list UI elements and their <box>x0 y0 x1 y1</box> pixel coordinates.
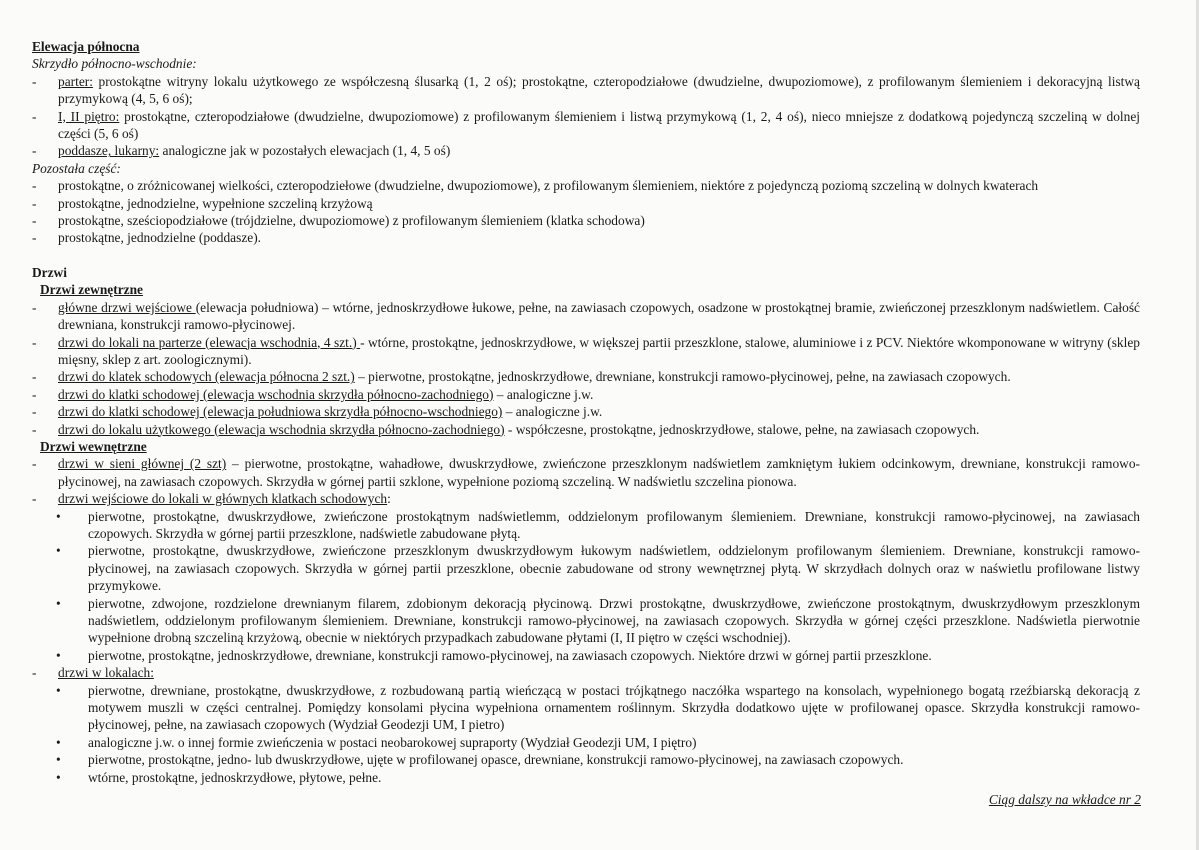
bullet-item <box>32 542 1140 594</box>
bullet-item <box>32 595 1140 647</box>
list-dash: - <box>32 665 37 681</box>
item-text: : <box>387 491 391 507</box>
list-item <box>32 229 1140 246</box>
item-text: prostokątne, o zróżnicowanej wielkości, czteropodziełowe (dwudzielne, dwupoziomowe), z profilowanym ślemieniem, niektóre z pojedynczą poziomą szczeliną w dolnych kwaterach <box>58 178 1039 194</box>
bullet-icon: • <box>56 508 61 524</box>
list-item <box>32 108 1140 143</box>
item-text: – pierwotne, prostokątne, jednoskrzydłowe, drewniane, konstrukcji ramowo-płycinowej, pełne, na zawiasach czopowych. <box>354 369 1011 385</box>
subsection-interior-doors: Drzwi wewnętrzne <box>40 438 147 454</box>
list-item <box>32 212 1140 229</box>
list-dash: - <box>32 108 37 124</box>
item-label: poddasze, lukarny: <box>58 143 160 159</box>
bullet-item <box>32 647 1140 664</box>
item-label: główne drzwi wejściowe <box>58 299 196 315</box>
section-title-doors: Drzwi <box>32 264 67 280</box>
list-item <box>32 142 1140 159</box>
item-text: prostokątne, jednodzielne (poddasze). <box>58 230 262 246</box>
subsection-exterior-doors: Drzwi zewnętrzne <box>40 282 143 298</box>
list-dash: - <box>32 73 37 89</box>
item-text: prostokątne, czteropodziałowe (dwudzielne, dwupoziomowe) z profilowanym ślemieniem i listwą przymykową (1, 2, 4 oś), nieco mniejsze z dodatkową pojedynczą szczeliną w dolnej części (5, 6 oś) <box>58 108 1140 142</box>
bullet-icon: • <box>56 734 61 750</box>
item-label: drzwi do lokalu użytkowego (elewacja wschodnia skrzydła północno-zachodniego) <box>58 421 505 437</box>
bullet-text: pierwotne, drewniane, prostokątne, dwuskrzydłowe, z rozbudowaną partią wieńczącą w postaci trójkątnego naczółka wspartego na konsolach, wypełnionego bogatą rzeźbiarską dekoracją z motywem muszli w części centralnej. Pomiędzy konsolami płycina wypełniona ornamentem roślinnym. Skrzydła dodatkowo ujęte w profilowanej opasce. Skrzydła konstrukcji ramowo-płycinowej, pełne, na zawiasach czopowych (Wydział Geodezji UM, I pietro) <box>88 682 1140 733</box>
bullet-item <box>32 751 1140 768</box>
list-item <box>32 177 1140 194</box>
item-label: drzwi w lokalach: <box>58 665 154 681</box>
list-dash: - <box>32 213 37 229</box>
section-title-north: Elewacja północna <box>32 39 140 54</box>
continuation-note: Ciąg dalszy na wkładce nr 2 <box>988 792 1141 807</box>
bullet-text: pierwotne, prostokątne, jedno- lub dwuskrzydłowe, ujęte w profilowanej opasce, drewniane, konstrukcji ramowo-płycinowej, na zawiasach czopowych. <box>88 752 904 768</box>
list-dash: - <box>32 404 37 420</box>
bullet-item <box>32 769 1140 786</box>
list-item <box>32 403 1140 420</box>
bullet-icon: • <box>56 543 61 559</box>
list-dash: - <box>32 421 37 437</box>
bullet-icon: • <box>56 682 61 698</box>
list-item <box>32 299 1140 334</box>
item-text: - współczesne, prostokątne, jednoskrzydłowe, stalowe, pełne, na zawiasach czopowych. <box>504 421 980 437</box>
list-dash: - <box>32 386 37 402</box>
item-label: parter: <box>58 73 93 89</box>
document-page <box>32 38 1140 786</box>
bullet-text: pierwotne, prostokątne, jednoskrzydłowe, drewniane, konstrukcji ramowo-płycinowej, na zawiasach czopowych. Niektóre drzwi w górnej partii przeszklone. <box>88 647 932 663</box>
bullet-icon: • <box>56 647 61 663</box>
list-dash: - <box>32 230 37 246</box>
list-item <box>32 421 1140 438</box>
item-label: drzwi do klatki schodowej (elewacja południowa skrzydła północno-wschodniego) <box>58 404 503 420</box>
item-label: drzwi do klatek schodowych (elewacja północna 2 szt.) <box>58 369 355 385</box>
item-text: - wtórne, prostokątne, jednoskrzydłowe, w większej partii przeszklone, stalowe, aluminiowe i z PCV. Niektóre wkomponowane w witryny (sklep mięsny, sklep z art. zoologicznymi). <box>58 334 1140 367</box>
item-text: prostokątne witryny lokalu użytkowego ze współczesną ślusarką (1, 2 oś); prostokątne, czteropodziałowe (dwudzielne, dwupoziomowe), z profilowanym ślemieniem i dekoracyjną listwą przymykową (4, 5, 6 oś); <box>58 73 1140 107</box>
list-item <box>32 195 1140 212</box>
bullet-icon: • <box>56 595 61 611</box>
list-dash: - <box>32 456 37 472</box>
item-label: drzwi do lokali na parterze (elewacja wschodnia, 4 szt.) <box>58 334 361 350</box>
bullet-item <box>32 734 1140 751</box>
list-dash: - <box>32 334 37 350</box>
list-item <box>32 334 1140 369</box>
list-dash: - <box>32 195 37 211</box>
item-label: drzwi wejściowe do lokali w głównych klatkach schodowych <box>58 491 388 507</box>
bullet-text: pierwotne, prostokątne, dwuskrzydłowe, zwieńczone przeszklonym dwuskrzydłowym łukowym nadświetlem, oddzielonym profilowanym ślemieniem. Drewniane, konstrukcji ramowo-płycinowej, na zawiasach czopowych. Skrzydła w górnej partii przeszklone, obecnie zabudowane od strony wewnętrznej płytą. W skrzydłach dolnych oraz w naświetlu profilowane listwy przymykowe. <box>88 543 1140 594</box>
list-item <box>32 73 1140 108</box>
list-item <box>32 368 1140 385</box>
bullet-text: wtórne, prostokątne, jednoskrzydłowe, płytowe, pełne. <box>88 769 382 785</box>
list-item <box>32 455 1140 490</box>
item-text: (elewacja południowa) – wtórne, jednoskrzydłowe łukowe, pełne, na zawiasach czopowych, osadzone w prostokątnej bramie, zwieńczonej przeszklonym nadświetlem. Całość drewniana, konstrukcji ramowo-płycinowej. <box>58 299 1140 333</box>
list-dash: - <box>32 178 37 194</box>
item-label: I, II piętro: <box>58 108 120 124</box>
bullet-item <box>32 508 1140 543</box>
bullet-text: pierwotne, zdwojone, rozdzielone drewnianym filarem, zdobionym dekoracją płycinową. Drzwi prostokątne, dwuskrzydłowe, zwieńczone prostokątnym, dwuskrzydłowym przeszklonym nadświetlem, oddzielonym profilowanym ślemieniem. Drewniane, konstrukcji ramowo-płycinowej, na zawiasach czopowych. Skrzydła w górnej części przeszklone. Nadświetla pierwotnie wypełnione drobną szczeliną krzyżową, obecnie w niektórych przypadkach zabudowane płytami (I, II piętro w części wschodniej). <box>88 595 1140 646</box>
item-label: drzwi w sieni głównej (2 szt) <box>58 456 227 472</box>
item-text: analogiczne jak w pozostałych elewacjach (1, 4, 5 oś) <box>159 143 451 159</box>
item-text: prostokątne, sześciopodziałowe (trójdzielne, dwupoziomowe) z profilowanym ślemieniem (klatka schodowa) <box>58 213 645 229</box>
list-item <box>32 386 1140 403</box>
item-text: – analogiczne j.w. <box>502 404 603 420</box>
bullet-item <box>32 682 1140 734</box>
subsection-ne-wing: Skrzydło północno-wschodnie: <box>32 56 197 72</box>
item-text: prostokątne, jednodzielne, wypełnione szczeliną krzyżową <box>58 195 373 211</box>
list-dash: - <box>32 299 37 315</box>
item-text: – pierwotne, prostokątne, wahadłowe, dwuskrzydłowe, zwieńczone przeszklonym nadświetlem zamkniętym łukiem odcinkowym, drewniane, konstrukcji ramowo-płycinowej, na zawiasach czopowych. Skrzydła w górnej partii szklone, wypełnione poziomą szczeliną. W nadświetlu szczelina pionowa. <box>58 456 1140 489</box>
list-item <box>32 664 1140 681</box>
item-label: drzwi do klatki schodowej (elewacja wschodnia skrzydła północno-zachodniego) <box>58 386 494 402</box>
subsection-rest: Pozostała część: <box>32 160 121 176</box>
bullet-icon: • <box>56 752 61 768</box>
bullet-icon: • <box>56 769 61 785</box>
bullet-text: analogiczne j.w. o innej formie zwieńczenia w postaci neobarokowej supraporty (Wydział Geodezji UM, I piętro) <box>88 734 697 750</box>
list-dash: - <box>32 143 37 159</box>
item-text: – analogiczne j.w. <box>493 386 594 402</box>
list-dash: - <box>32 491 37 507</box>
bullet-text: pierwotne, prostokątne, dwuskrzydłowe, zwieńczone prostokątnym nadświetlemm, oddzielonym profilowanym ślemieniem. Drewniane, konstrukcji ramowo-płycinowej, na zawiasach czopowych. Skrzydła w górnej partii przeszklone, nadświetle zabudowane płytą. <box>88 508 1140 541</box>
list-dash: - <box>32 369 37 385</box>
list-item <box>32 490 1140 507</box>
